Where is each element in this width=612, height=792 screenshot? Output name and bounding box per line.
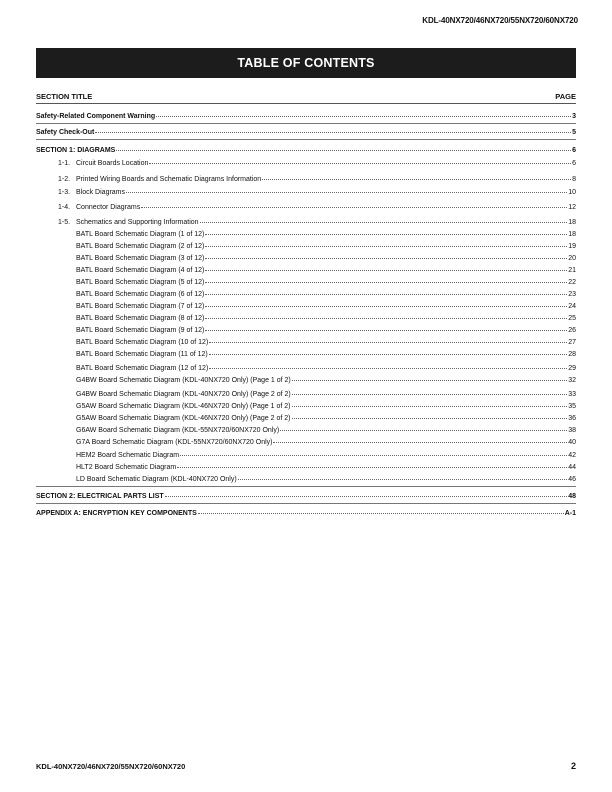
toc-subentry-g4bw-1[interactable]: [0, 374, 576, 386]
toc-entry-page: 28: [568, 351, 576, 358]
dot-leader: [205, 311, 567, 319]
toc-entry-title: G4BW Board Schematic Diagram (KDL-40NX720 Only) (Page 2 of 2): [76, 391, 291, 398]
dot-leader: [273, 435, 567, 443]
page-title: TABLE OF CONTENTS: [237, 56, 375, 70]
toc-entry-page: 44: [568, 464, 576, 471]
toc-entry-page: 24: [568, 303, 576, 310]
divider: [36, 139, 576, 140]
dot-leader: [209, 361, 567, 369]
toc-entry-page: 20: [568, 255, 576, 262]
toc-entry-section-2[interactable]: [0, 490, 576, 502]
toc-entry-title: HLT2 Board Schematic Diagram: [76, 464, 177, 471]
toc-entry-section-1[interactable]: [0, 144, 576, 156]
dot-leader: [292, 411, 568, 419]
toc-entry-page: 18: [568, 219, 576, 226]
dot-leader: [116, 143, 571, 151]
toc-subentry-g7a[interactable]: [0, 436, 576, 448]
toc-entry-number: 1-5.: [58, 219, 71, 226]
dot-leader: [205, 323, 567, 331]
toc-entry-text: Circuit Boards Location: [76, 160, 149, 167]
toc-entry-title: [58, 188, 125, 198]
dot-leader: [200, 215, 568, 223]
toc-entry-title: BATL Board Schematic Diagram (4 of 12): [76, 267, 205, 274]
toc-subentry-batl-11[interactable]: [0, 348, 576, 360]
page-header: PAGE: [555, 92, 576, 101]
toc-entry-title: G4BW Board Schematic Diagram (KDL-40NX720 Only) (Page 1 of 2): [76, 377, 291, 384]
toc-entry-title: LD Board Schematic Diagram (KDL-40NX720 Only): [76, 476, 237, 483]
dot-leader: [205, 275, 567, 283]
toc-entry-number: 1-2.: [58, 176, 71, 183]
toc-entry-title: BATL Board Schematic Diagram (10 of 12): [76, 339, 209, 346]
toc-entry-page: 18: [568, 231, 576, 238]
toc-entry-page: 6: [572, 160, 576, 167]
dot-leader: [280, 423, 567, 431]
toc-entry-title: G6AW Board Schematic Diagram (KDL-55NX720/60NX720 Only): [76, 427, 280, 434]
toc-entry-title: BATL Board Schematic Diagram (11 of 12): [76, 351, 208, 358]
column-headers: [36, 92, 576, 101]
toc-entry-appendix-a[interactable]: [0, 507, 576, 519]
toc-entry-title: G5AW Board Schematic Diagram (KDL-46NX720 Only) (Page 2 of 2): [76, 415, 291, 422]
toc-entry-title: BATL Board Schematic Diagram (5 of 12): [76, 279, 205, 286]
dot-leader: [205, 227, 567, 235]
toc-entry-page: 42: [568, 452, 576, 459]
toc-entry-number: 1-1.: [58, 160, 71, 167]
toc-entry-page: 25: [568, 315, 576, 322]
toc-entry-page: 29: [568, 365, 576, 372]
dot-leader: [262, 172, 571, 180]
dot-leader: [156, 109, 571, 117]
toc-entry-title: Safety Check-Out: [36, 129, 95, 136]
toc-entry-title: HEM2 Board Schematic Diagram: [76, 452, 180, 459]
toc-entry-page: 23: [568, 291, 576, 298]
dot-leader: [149, 156, 571, 164]
dot-leader: [141, 200, 567, 208]
toc-entry-title: BATL Board Schematic Diagram (3 of 12): [76, 255, 205, 262]
toc-entry-title: [58, 203, 140, 213]
toc-entry-page: 22: [568, 279, 576, 286]
toc-entry-1-1[interactable]: [0, 157, 576, 169]
toc-entry-title: BATL Board Schematic Diagram (9 of 12): [76, 327, 205, 334]
toc-entry-page: 8: [572, 176, 576, 183]
toc-entry-page: 36: [568, 415, 576, 422]
toc-entry-page: 12: [568, 204, 576, 211]
page-number: 2: [570, 761, 576, 771]
toc-entry-number: 1-4.: [58, 204, 71, 211]
dot-leader: [209, 347, 567, 355]
toc-entry-title: [58, 218, 199, 228]
toc-entry-page: 33: [568, 391, 576, 398]
toc-entry-1-3[interactable]: [0, 186, 576, 198]
dot-leader: [180, 448, 567, 456]
toc-entry-page: 3: [572, 113, 576, 120]
dot-leader: [205, 251, 567, 259]
toc-entry-page: 6: [572, 147, 576, 154]
toc-entry-title: APPENDIX A: ENCRYPTION KEY COMPONENTS: [36, 510, 197, 517]
toc-entry-title: BATL Board Schematic Diagram (6 of 12): [76, 291, 205, 298]
section-title-header: SECTION TITLE: [36, 92, 93, 101]
toc-entry-text: Connector Diagrams: [76, 204, 141, 211]
toc-entry-title: G7A Board Schematic Diagram (KDL-55NX720/60NX720 Only): [76, 439, 273, 446]
header-model: KDL-40NX720/46NX720/55NX720/60NX720: [422, 16, 578, 25]
toc-entry-page: 48: [568, 493, 576, 500]
dot-leader: [209, 335, 567, 343]
dot-leader: [177, 460, 567, 468]
toc-entry-page: 21: [568, 267, 576, 274]
toc-entry-title: G5AW Board Schematic Diagram (KDL-46NX720 Only) (Page 1 of 2): [76, 403, 291, 410]
toc-entry-title: BATL Board Schematic Diagram (2 of 12): [76, 243, 205, 250]
toc-entry-page: 26: [568, 327, 576, 334]
toc-entry-number: 1-3.: [58, 189, 71, 196]
dot-leader: [95, 125, 571, 133]
toc-subentry-ld[interactable]: [0, 473, 576, 485]
dot-leader: [292, 373, 567, 381]
divider: [36, 486, 576, 487]
divider: [36, 123, 576, 124]
toc-entry-page: 46: [568, 476, 576, 483]
toc-entry-page: 32: [568, 377, 576, 384]
toc-entry-text: Block Diagrams: [76, 189, 126, 196]
title-bar: [36, 48, 576, 78]
toc-entry-1-4[interactable]: [0, 201, 576, 213]
toc-entry-text: Schematics and Supporting Information: [76, 219, 199, 226]
divider: [36, 503, 576, 504]
dot-leader: [292, 387, 567, 395]
dot-leader: [238, 472, 568, 480]
toc-entry-1-2[interactable]: [0, 173, 576, 185]
toc-entry-safety-warning[interactable]: [0, 110, 576, 122]
toc-entry-page: A-1: [564, 510, 576, 517]
dot-leader: [198, 506, 564, 514]
toc-entry-title: BATL Board Schematic Diagram (7 of 12): [76, 303, 205, 310]
toc-entry-page: 19: [568, 243, 576, 250]
toc-entry-page: 40: [568, 439, 576, 446]
dot-leader: [165, 489, 568, 497]
toc-entry-title: Safety-Related Component Warning: [36, 113, 156, 120]
toc-entry-title: BATL Board Schematic Diagram (1 of 12): [76, 231, 205, 238]
toc-entry-page: 5: [572, 129, 576, 136]
header-rule: [36, 103, 576, 104]
toc-entry-page: 27: [568, 339, 576, 346]
dot-leader: [205, 239, 567, 247]
toc-entry-title: [58, 159, 148, 169]
toc-entry-title: [58, 175, 261, 185]
dot-leader: [205, 299, 567, 307]
toc-entry-title: SECTION 2: ELECTRICAL PARTS LIST: [36, 493, 164, 500]
dot-leader: [205, 263, 567, 271]
toc-entry-page: 38: [568, 427, 576, 434]
toc-entry-safety-checkout[interactable]: [0, 126, 576, 138]
toc-entry-title: BATL Board Schematic Diagram (8 of 12): [76, 315, 205, 322]
toc-entry-title: SECTION 1: DIAGRAMS: [36, 147, 116, 154]
toc-entry-text: Printed Wiring Boards and Schematic Diagrams Information: [76, 176, 262, 183]
dot-leader: [292, 399, 568, 407]
dot-leader: [205, 287, 567, 295]
toc-entry-page: 35: [568, 403, 576, 410]
dot-leader: [126, 185, 567, 193]
footer-model: KDL-40NX720/46NX720/55NX720/60NX720: [36, 762, 186, 771]
toc-entry-title: BATL Board Schematic Diagram (12 of 12): [76, 365, 209, 372]
toc-entry-page: 10: [568, 189, 576, 196]
